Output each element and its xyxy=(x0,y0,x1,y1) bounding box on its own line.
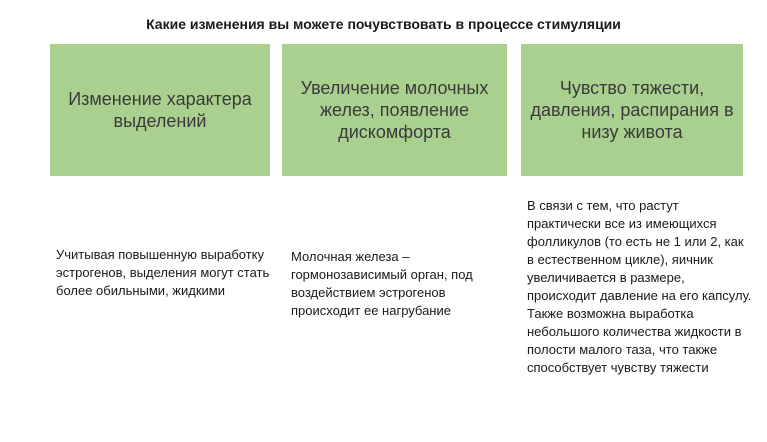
card-heading-text: Изменение характера выделений xyxy=(68,89,252,131)
card-heading-abdomen xyxy=(521,44,743,176)
card-heading-discharge xyxy=(50,44,270,176)
slide-title: Какие изменения вы можете почувствовать в процессе стимуляции xyxy=(146,16,621,32)
card-heading-text: Чувство тяжести, давления, распирания в низу живота xyxy=(530,78,734,142)
card-description-discharge: Учитывая повышенную выработку эстрогенов, выделения могут стать более обильными, жидкими xyxy=(56,247,270,298)
card-heading-text: Увеличение молочных желез, появление дискомфорта xyxy=(300,78,489,142)
card-description-breast: Молочная железа – гормонозависимый орган, под воздействием эстрогенов происходит ее нагрубание xyxy=(291,249,473,318)
card-description-abdomen: В связи с тем, что растут практически все из имеющихся фолликулов (то есть не 1 или 2, как в естественном цикле), яичник увеличивается в размере, происходит давление на его капсулу. Также возможна выработка небольшого количества жидкости в полости малого таза, что также способствует чувству тяжести xyxy=(527,198,752,375)
card-heading-breast xyxy=(282,44,507,176)
